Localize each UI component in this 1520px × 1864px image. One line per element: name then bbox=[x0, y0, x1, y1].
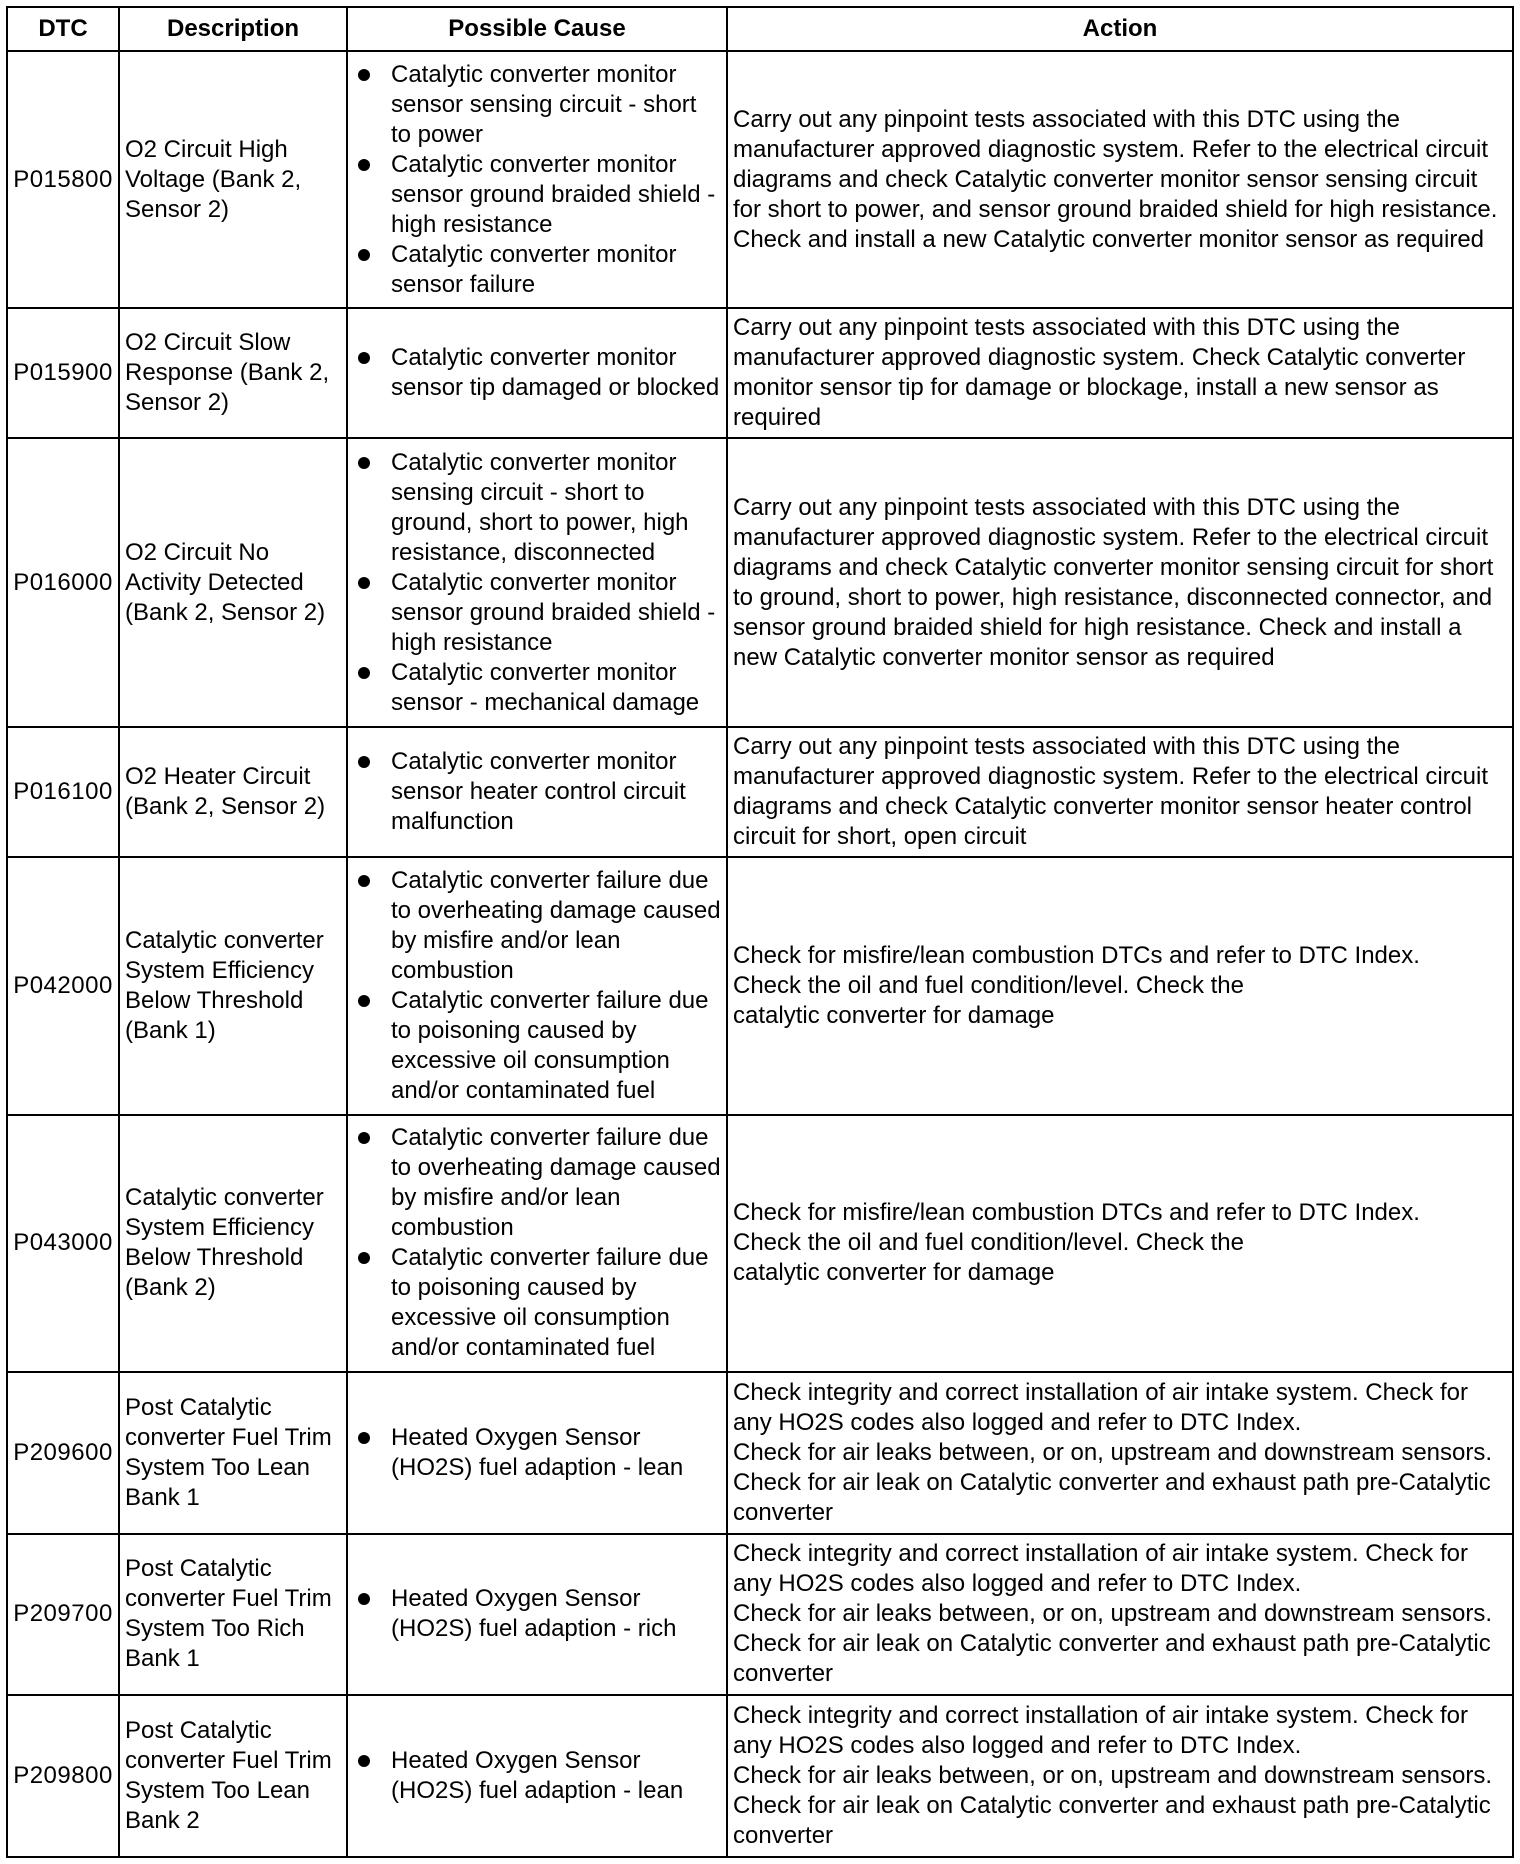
dtc-code: P209800 bbox=[7, 1695, 119, 1857]
dtc-code: P043000 bbox=[7, 1115, 119, 1372]
action-text: catalytic converter for damage bbox=[733, 1001, 1055, 1029]
table-row bbox=[7, 51, 1513, 308]
possible-cause-item: Catalytic converter monitor sensor tip damaged or blocked bbox=[353, 343, 721, 403]
table-row bbox=[7, 727, 1513, 857]
table-row bbox=[7, 438, 1513, 727]
action-cell bbox=[727, 308, 1513, 438]
table-body bbox=[7, 51, 1513, 1857]
action-text: Check for air leaks between, or on, upstream and downstream sensors. Check for air leak on Catalytic converter and exhaust path pre-Catalytic converter bbox=[733, 1762, 1499, 1850]
possible-cause-list bbox=[353, 1123, 721, 1363]
dtc-description: Post Catalytic converter Fuel Trim System Too Lean Bank 1 bbox=[119, 1372, 347, 1534]
action-cell bbox=[727, 1534, 1513, 1696]
possible-cause-item: Catalytic converter monitor sensor ground braided shield - high resistance bbox=[353, 568, 721, 658]
possible-cause-item: Catalytic converter monitor sensor - mechanical damage bbox=[353, 658, 721, 718]
possible-cause-item: Catalytic converter monitor sensing circuit - short to ground, short to power, high resistance, disconnected bbox=[353, 448, 721, 568]
header-description: Description bbox=[119, 7, 347, 51]
possible-cause-item: Catalytic converter monitor sensor heater control circuit malfunction bbox=[353, 747, 721, 837]
action-text: Check integrity and correct installation of air intake system. Check for any HO2S codes also logged and refer to DTC Index. bbox=[733, 1540, 1475, 1598]
possible-cause-list bbox=[353, 1584, 721, 1644]
dtc-table bbox=[6, 6, 1514, 1858]
action-cell bbox=[727, 438, 1513, 727]
action-text: Check for air leaks between, or on, upstream and downstream sensors. Check for air leak on Catalytic converter and exhaust path pre-Catalytic converter bbox=[733, 1438, 1499, 1526]
table-row bbox=[7, 857, 1513, 1114]
action-cell bbox=[727, 727, 1513, 857]
possible-cause-item: Catalytic converter monitor sensor ground braided shield - high resistance bbox=[353, 150, 721, 240]
action-text: Check the oil and fuel condition/level. Check the bbox=[733, 1229, 1244, 1257]
possible-cause-cell bbox=[347, 51, 727, 308]
dtc-code: P042000 bbox=[7, 857, 119, 1114]
possible-cause-item: Catalytic converter monitor sensor failure bbox=[353, 240, 721, 300]
action-text: Check the oil and fuel condition/level. Check the bbox=[733, 971, 1244, 999]
table-row bbox=[7, 1372, 1513, 1534]
possible-cause-list bbox=[353, 747, 721, 837]
header-action: Action bbox=[727, 7, 1513, 51]
dtc-description: O2 Circuit No Activity Detected (Bank 2, Sensor 2) bbox=[119, 438, 347, 727]
possible-cause-cell bbox=[347, 438, 727, 727]
possible-cause-list bbox=[353, 343, 721, 403]
table-header-row bbox=[7, 7, 1513, 51]
possible-cause-cell bbox=[347, 1534, 727, 1696]
possible-cause-item: Heated Oxygen Sensor (HO2S) fuel adaption - lean bbox=[353, 1423, 721, 1483]
table-row bbox=[7, 1115, 1513, 1372]
action-text: Carry out any pinpoint tests associated with this DTC using the manufacturer approved diagnostic system. Refer to the electrical circuit diagrams and check Catalytic converter monitor sensor heater control circuit for short, open circuit bbox=[733, 733, 1495, 851]
action-cell bbox=[727, 1115, 1513, 1372]
dtc-description: Catalytic converter System Efficiency Below Threshold (Bank 1) bbox=[119, 857, 347, 1114]
dtc-description: O2 Circuit Slow Response (Bank 2, Sensor 2) bbox=[119, 308, 347, 438]
dtc-description: Post Catalytic converter Fuel Trim System Too Lean Bank 2 bbox=[119, 1695, 347, 1857]
dtc-code: P015800 bbox=[7, 51, 119, 308]
possible-cause-list bbox=[353, 1746, 721, 1806]
dtc-document bbox=[6, 6, 1514, 1858]
possible-cause-list bbox=[353, 448, 721, 718]
possible-cause-cell bbox=[347, 1372, 727, 1534]
dtc-code: P209600 bbox=[7, 1372, 119, 1534]
possible-cause-item: Catalytic converter failure due to overheating damage caused by misfire and/or lean combustion bbox=[353, 866, 721, 986]
possible-cause-cell bbox=[347, 308, 727, 438]
possible-cause-list bbox=[353, 866, 721, 1106]
possible-cause-list bbox=[353, 60, 721, 300]
action-text: Carry out any pinpoint tests associated with this DTC using the manufacturer approved diagnostic system. Refer to the electrical circuit diagrams and check Catalytic converter monitor sensing circuit for short to ground, short to power, high resistance, disconnected connector, and sensor ground braided shield for high resistance. Check and install a new Catalytic converter monitor sensor as required bbox=[733, 493, 1500, 671]
dtc-description: Catalytic converter System Efficiency Below Threshold (Bank 2) bbox=[119, 1115, 347, 1372]
header-dtc: DTC bbox=[7, 7, 119, 51]
possible-cause-cell bbox=[347, 727, 727, 857]
action-cell bbox=[727, 1372, 1513, 1534]
header-possible-cause: Possible Cause bbox=[347, 7, 727, 51]
action-cell bbox=[727, 857, 1513, 1114]
action-cell bbox=[727, 51, 1513, 308]
table-row bbox=[7, 1695, 1513, 1857]
possible-cause-cell bbox=[347, 1695, 727, 1857]
dtc-code: P209700 bbox=[7, 1534, 119, 1696]
possible-cause-item: Heated Oxygen Sensor (HO2S) fuel adaption - rich bbox=[353, 1584, 721, 1644]
possible-cause-list bbox=[353, 1423, 721, 1483]
dtc-description: O2 Heater Circuit (Bank 2, Sensor 2) bbox=[119, 727, 347, 857]
action-text: Carry out any pinpoint tests associated with this DTC using the manufacturer approved diagnostic system. Check Catalytic converter monitor sensor tip for damage or blockage, install a new sensor as required bbox=[733, 314, 1472, 432]
dtc-code: P016100 bbox=[7, 727, 119, 857]
dtc-description: Post Catalytic converter Fuel Trim System Too Rich Bank 1 bbox=[119, 1534, 347, 1696]
action-text: Check for air leaks between, or on, upstream and downstream sensors. Check for air leak on Catalytic converter and exhaust path pre-Catalytic converter bbox=[733, 1600, 1499, 1688]
action-text: Check for misfire/lean combustion DTCs and refer to DTC Index. bbox=[733, 1199, 1420, 1227]
possible-cause-item: Catalytic converter failure due to poisoning caused by excessive oil consumption and/or contaminated fuel bbox=[353, 986, 721, 1106]
possible-cause-item: Catalytic converter failure due to poisoning caused by excessive oil consumption and/or contaminated fuel bbox=[353, 1243, 721, 1363]
possible-cause-item: Heated Oxygen Sensor (HO2S) fuel adaption - lean bbox=[353, 1746, 721, 1806]
action-text: Check integrity and correct installation of air intake system. Check for any HO2S codes also logged and refer to DTC Index. bbox=[733, 1702, 1475, 1760]
possible-cause-cell bbox=[347, 857, 727, 1114]
action-text: Carry out any pinpoint tests associated with this DTC using the manufacturer approved diagnostic system. Refer to the electrical circuit diagrams and check Catalytic converter monitor sensor sensing circuit for short to power, and sensor ground braided shield for high resistance. Check and install a new Catalytic converter monitor sensor as required bbox=[733, 105, 1505, 253]
action-text: catalytic converter for damage bbox=[733, 1259, 1055, 1287]
possible-cause-item: Catalytic converter monitor sensor sensing circuit - short to power bbox=[353, 60, 721, 150]
dtc-code: P015900 bbox=[7, 308, 119, 438]
action-cell bbox=[727, 1695, 1513, 1857]
action-text: Check for misfire/lean combustion DTCs and refer to DTC Index. bbox=[733, 941, 1420, 969]
possible-cause-item: Catalytic converter failure due to overheating damage caused by misfire and/or lean combustion bbox=[353, 1123, 721, 1243]
table-row bbox=[7, 1534, 1513, 1696]
dtc-description: O2 Circuit High Voltage (Bank 2, Sensor 2) bbox=[119, 51, 347, 308]
possible-cause-cell bbox=[347, 1115, 727, 1372]
dtc-code: P016000 bbox=[7, 438, 119, 727]
action-text: Check integrity and correct installation of air intake system. Check for any HO2S codes also logged and refer to DTC Index. bbox=[733, 1378, 1475, 1436]
table-row bbox=[7, 308, 1513, 438]
